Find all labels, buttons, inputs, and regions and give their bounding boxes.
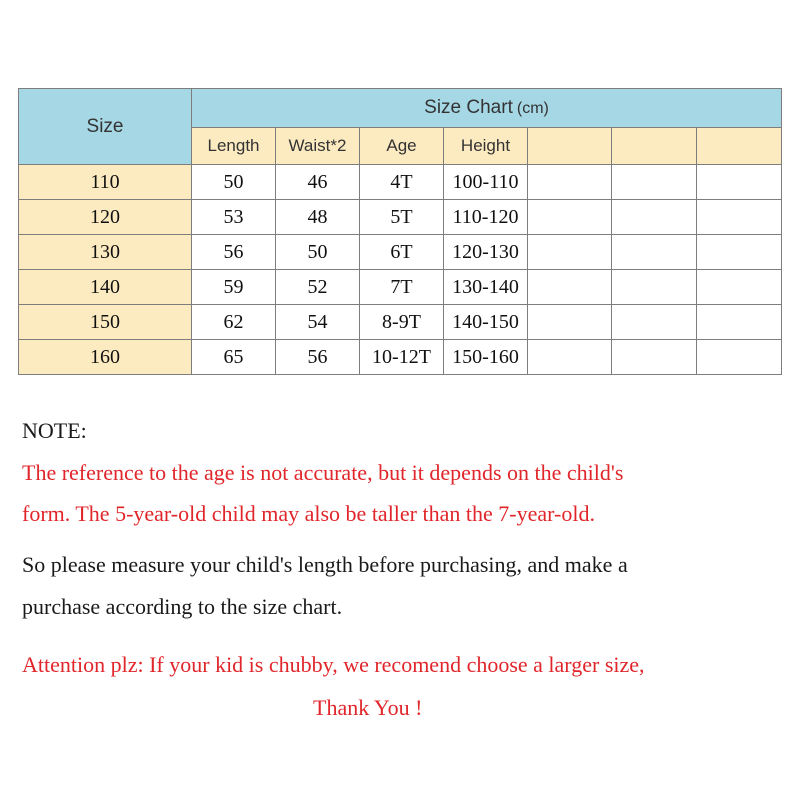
height-cell: 140-150 — [444, 305, 528, 340]
column-header: Height — [444, 128, 528, 165]
age-cell: 8-9T — [360, 305, 444, 340]
column-header: Waist*2 — [276, 128, 360, 165]
column-header: Age — [360, 128, 444, 165]
size-cell: 120 — [19, 200, 192, 235]
length-cell: 56 — [192, 235, 276, 270]
age-cell: 4T — [360, 165, 444, 200]
age-cell: 6T — [360, 235, 444, 270]
height-cell: 110-120 — [444, 200, 528, 235]
empty-cell — [612, 305, 697, 340]
size-cell: 140 — [19, 270, 192, 305]
waist-cell: 56 — [276, 340, 360, 375]
table-row — [19, 235, 782, 270]
length-cell: 62 — [192, 305, 276, 340]
attention-line: Attention plz: If your kid is chubby, we recomend choose a larger size, — [22, 652, 645, 677]
empty-cell — [528, 340, 612, 375]
empty-cell — [697, 270, 782, 305]
age-cell: 5T — [360, 200, 444, 235]
table-row — [19, 305, 782, 340]
height-cell: 100-110 — [444, 165, 528, 200]
note-heading: NOTE: — [22, 418, 87, 443]
size-header: Size — [19, 89, 192, 165]
waist-cell: 50 — [276, 235, 360, 270]
size-cell: 160 — [19, 340, 192, 375]
chart-title: Size Chart — [424, 97, 513, 118]
empty-cell — [528, 270, 612, 305]
thank-you: Thank You ! — [313, 695, 423, 720]
column-header — [528, 128, 612, 165]
age-cell: 7T — [360, 270, 444, 305]
table-body — [19, 165, 782, 375]
empty-cell — [697, 165, 782, 200]
empty-cell — [612, 165, 697, 200]
waist-cell: 46 — [276, 165, 360, 200]
column-header — [612, 128, 697, 165]
age-cell: 10-12T — [360, 340, 444, 375]
empty-cell — [528, 165, 612, 200]
warning-line-1: The reference to the age is not accurate, but it depends on the child's — [22, 460, 624, 485]
chart-title-cell — [192, 89, 782, 128]
size-cell: 150 — [19, 305, 192, 340]
empty-cell — [697, 305, 782, 340]
waist-cell: 48 — [276, 200, 360, 235]
size-cell: 130 — [19, 235, 192, 270]
length-cell: 53 — [192, 200, 276, 235]
height-cell: 150-160 — [444, 340, 528, 375]
warning-line-2: form. The 5-year-old child may also be taller than the 7-year-old. — [22, 501, 595, 526]
table-row — [19, 270, 782, 305]
empty-cell — [528, 235, 612, 270]
advice-line-1: So please measure your child's length before purchasing, and make a — [22, 552, 628, 577]
empty-cell — [697, 200, 782, 235]
height-cell: 120-130 — [444, 235, 528, 270]
empty-cell — [528, 305, 612, 340]
empty-cell — [697, 235, 782, 270]
table-row — [19, 200, 782, 235]
empty-cell — [528, 200, 612, 235]
size-chart-table — [18, 88, 782, 375]
waist-cell: 52 — [276, 270, 360, 305]
advice-line-2: purchase according to the size chart. — [22, 594, 343, 619]
length-cell: 59 — [192, 270, 276, 305]
size-cell: 110 — [19, 165, 192, 200]
height-cell: 130-140 — [444, 270, 528, 305]
empty-cell — [612, 200, 697, 235]
length-cell: 50 — [192, 165, 276, 200]
column-header — [697, 128, 782, 165]
chart-unit: (cm) — [516, 100, 549, 117]
empty-cell — [612, 340, 697, 375]
empty-cell — [697, 340, 782, 375]
table-row — [19, 165, 782, 200]
waist-cell: 54 — [276, 305, 360, 340]
empty-cell — [612, 235, 697, 270]
length-cell: 65 — [192, 340, 276, 375]
column-header: Length — [192, 128, 276, 165]
empty-cell — [612, 270, 697, 305]
table-row — [19, 340, 782, 375]
